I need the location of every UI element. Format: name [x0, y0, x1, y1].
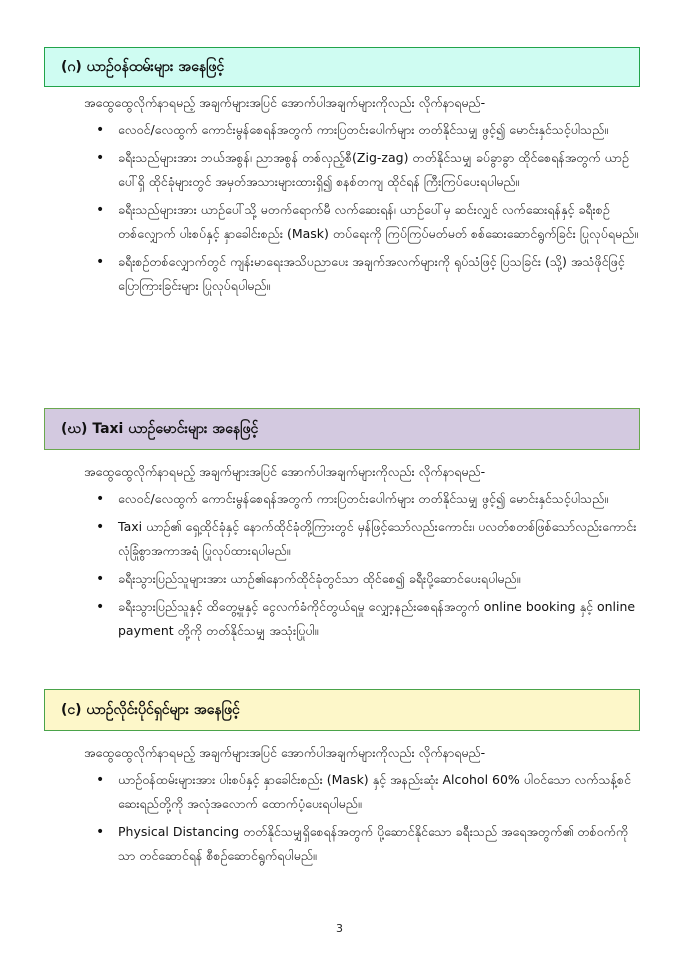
section-heading-1: (ဂ) ယာဉ်ဝန်ထမ်းများ အနေဖြင့် — [61, 58, 225, 75]
bullet-icon: • — [96, 150, 105, 166]
bullet-list-1 — [84, 118, 644, 302]
section-intro-2: အထွေထွေလိုက်နာရမည့် အချက်များအပြင် အောက်ပါအချက်များကိုလည်း လိုက်နာရမည်- — [84, 464, 486, 479]
list-item: • Physical Distancing တတ်နိုင်သမျှရှိစေရန်အတွက် ပို့ဆောင်နိုင်သော ခရီးသည် အရေအတွက်၏ တစ်ဝက်ကိုသာ တင်ဆောင်ရန် စီစဉ်ဆောင်ရွက်ရပါမည်။ — [118, 820, 644, 868]
list-item: • ခရီးသည်များအား ဘယ်အစွန်၊ ညာအစွန် တစ်လှည့်စီ(Zig-zag) တတ်နိုင်သမျှ ခပ်ခွာခွာ ထိုင်စေရန်အတွက် ယာဉ်ပေါ်ရှိ ထိုင်ခုံများတွင် အမှတ်အသားများထားရှိ၍ စနစ်တကျ ထိုင်ရန် ကြီးကြပ်ပေးရပါမည်။ — [118, 146, 644, 194]
section-heading-box-3 — [44, 689, 640, 731]
bullet-icon: • — [96, 571, 105, 587]
list-item: • ယာဉ်ဝန်ထမ်းများအား ပါးစပ်နှင့် နှာခေါင်းစည်း (Mask) နှင့် အနည်းဆုံး Alcohol 60% ပါဝင်သော လက်သန့်စင်ဆေးရည်တို့ကို အလုံအလောက် ထောက်ပံ့ပေးရပါမည်။ — [118, 768, 644, 816]
bullet-icon: • — [96, 491, 105, 507]
bullet-icon: • — [96, 202, 105, 218]
section-heading-3: (င) ယာဉ်လိုင်းပိုင်ရှင်များ အနေဖြင့် — [61, 701, 240, 718]
section-heading-2: (ဃ) Taxi ယာဉ်မောင်းများ အနေဖြင့် — [61, 420, 259, 437]
bullet-icon: • — [96, 122, 105, 138]
list-item: • လေဝင်/လေထွက် ကောင်းမွန်စေရန်အတွက် ကားပြတင်းပေါက်များ တတ်နိုင်သမျှ ဖွင့်၍ မောင်းနှင်သင့်ပါသည်။ — [118, 487, 644, 511]
list-item: • ခရီးသည်များအား ယာဉ်ပေါ်သို့ မတက်ရောက်မီ လက်ဆေးရန်၊ ယာဉ်ပေါ်မှ ဆင်းလျှင် လက်ဆေးရန်နှင့် ခရီးစဉ် တစ်လျှောက် ပါးစပ်နှင့် နှာခေါင်းစည်း (Mask) တပ်ရေးကို ကြပ်ကြပ်မတ်မတ် စစ်ဆေးဆောင်ရွက်ခြင်း ပြုလုပ်ရမည်။ — [118, 198, 644, 246]
section-intro-1: အထွေထွေလိုက်နာရမည့် အချက်များအပြင် အောက်ပါအချက်များကိုလည်း လိုက်နာရမည်- — [84, 95, 486, 110]
section-heading-box-1 — [44, 47, 640, 87]
section-intro-3: အထွေထွေလိုက်နာရမည့် အချက်များအပြင် အောက်ပါအချက်များကိုလည်း လိုက်နာရမည်- — [84, 745, 486, 760]
page-number: 3 — [336, 922, 343, 935]
bullet-list-3 — [84, 768, 644, 872]
bullet-icon: • — [96, 824, 105, 840]
bullet-icon: • — [96, 772, 105, 788]
list-item: • ခရီးသွားပြည်သူများအား ယာဉ်၏နောက်ထိုင်ခုံတွင်သာ ထိုင်စေ၍ ခရီးပို့ဆောင်ပေးရပါမည်။ — [118, 567, 644, 591]
bullet-list-2 — [84, 487, 644, 647]
section-heading-box-2 — [44, 408, 640, 450]
list-item: • Taxi ယာဉ်၏ ရှေ့ထိုင်ခုံနှင့် နောက်ထိုင်ခုံတို့ကြားတွင် မှန်ဖြင့်သော်လည်းကောင်း၊ ပလတ်စတစ်ဖြစ်သော်လည်းကောင်း လုံခြုံစွာအကာအရံ ပြုလုပ်ထားရပါမည်။ — [118, 515, 644, 563]
bullet-icon: • — [96, 254, 105, 270]
list-item: • လေဝင်/လေထွက် ကောင်းမွန်စေရန်အတွက် ကားပြတင်းပေါက်များ တတ်နိုင်သမျှ ဖွင့်၍ မောင်းနှင်သင့်ပါသည်။ — [118, 118, 644, 142]
list-item: • ခရီးစဉ်တစ်လျှောက်တွင် ကျန်းမာရေးအသိပညာပေး အချက်အလက်များကို ရုပ်သံဖြင့် ပြသခြင်း (သို့) အသံဖိုင်ဖြင့် ပြောကြားခြင်းများ ပြုလုပ်ရပါမည်။ — [118, 250, 644, 298]
bullet-icon: • — [96, 519, 105, 535]
bullet-icon: • — [96, 599, 105, 615]
list-item: • ခရီးသွားပြည်သူနှင့် ထိတွေ့မှုနှင့် ငွေလက်ခံကိုင်တွယ်ရမှု လျှော့နည်းစေရန်အတွက် online booking နှင့် online payment တို့ကို တတ်နိုင်သမျှ အသုံးပြုပါ။ — [118, 595, 644, 643]
